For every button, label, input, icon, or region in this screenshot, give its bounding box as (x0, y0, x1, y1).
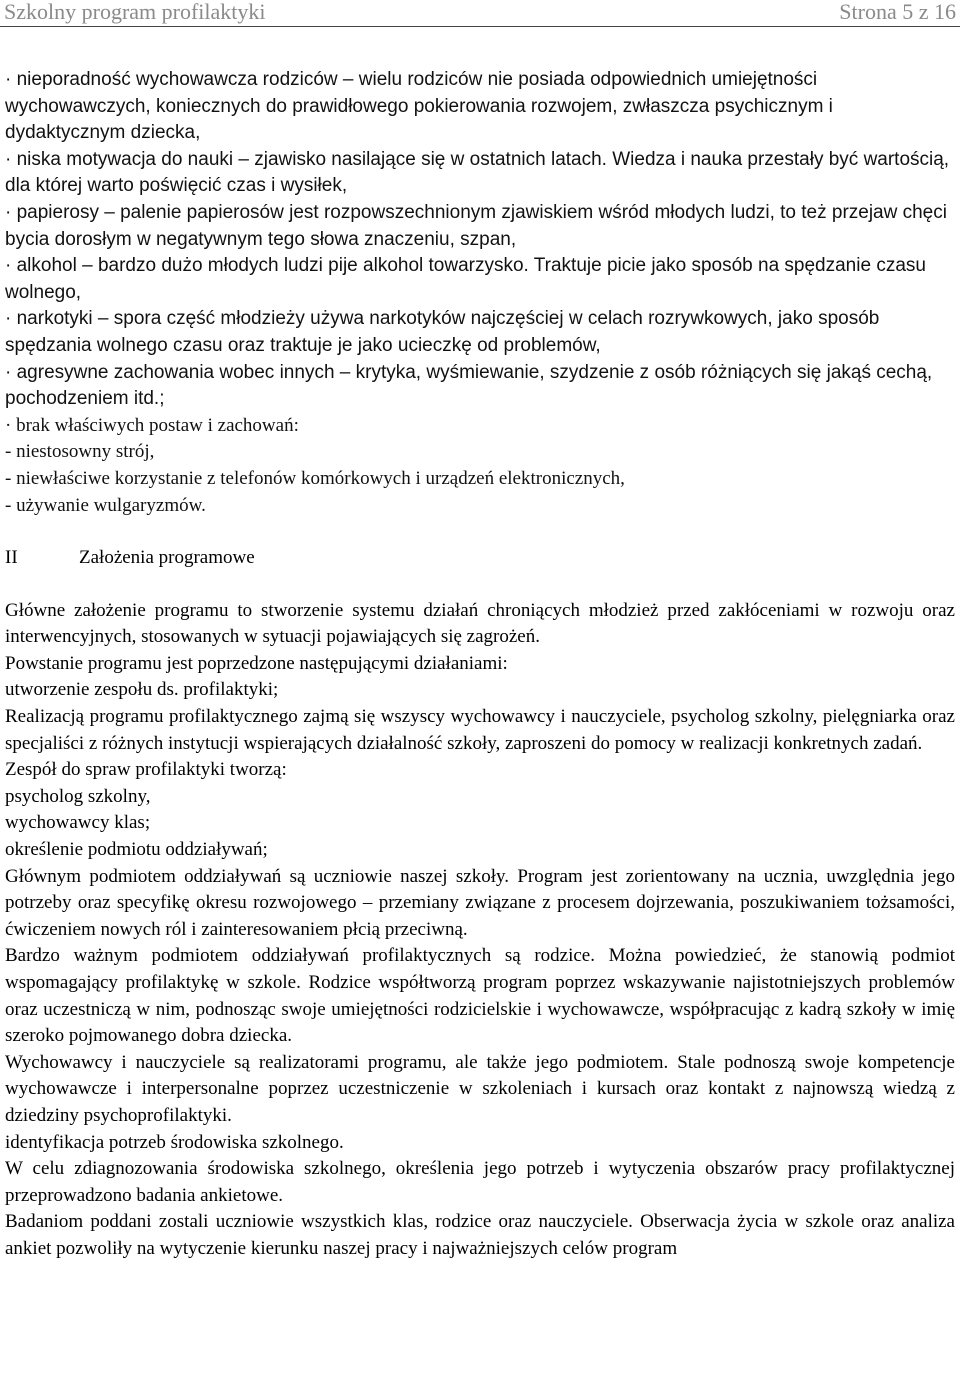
paragraph: Badaniom poddani zostali uczniowie wszystkich klas, rodzice oraz nauczyciele. Obserwacja życia w szkole oraz analiza ankiet pozwoliły na wytyczenie kierunku naszej pracy i najważniejszych celów program (5, 1211, 955, 1259)
list-item: - używanie wulgaryzmów. (5, 494, 206, 516)
paragraph: Bardzo ważnym podmiotem oddziaływań profilaktycznych są rodzice. Można powiedzieć, że stanowią podmiot wspomagający profilaktykę w szkole. Rodzice współtworzą program poprzez wskazywanie najistotniejszych problemów oraz uczestniczą w nim, podnosząc swoje umiejętności rodzicielskie i wychowawcze, współpracując z kadrą szkoły w imię szeroko pojmowanego dobra dziecka. (5, 945, 955, 1047)
paragraph: Główne założenie programu to stworzenie systemu działań chroniących młodzież przed zakłóceniami w rozwoju oraz interwencyjnych, stosowanych w sytuacji pojawiających się zagrożeń. (5, 599, 955, 648)
header-title: Szkolny program profilaktyki (4, 0, 266, 24)
section-heading (5, 545, 955, 572)
list-item: - niewłaściwe korzystanie z telefonów komórkowych i urządzeń elektronicznych, (5, 467, 625, 489)
list-item: · niska motywacja do nauki – zjawisko nasilające się w ostatnich latach. Wiedza i nauka przestały być wartością, dla której warto poświęcić czas i wysiłek, (5, 148, 950, 197)
paragraph: identyfikacja potrzeb środowiska szkolnego. (5, 1131, 344, 1153)
list-item: · agresywne zachowania wobec innych – krytyka, wyśmiewanie, szydzenie z osób różniących się jakąś cechą, pochodzeniem itd.; (5, 361, 933, 410)
risk-factor-list (5, 67, 955, 519)
paragraph: Głównym podmiotem oddziaływań są uczniowie naszej szkoły. Program jest zorientowany na ucznia, uwzględnia jego potrzeby oraz specyfikę okresu rozwojowego – przemiany związane z procesem dojrzewania, poszukiwaniem tożsamości, ćwiczeniem nowych ról i zainteresowaniem płcią przeciwną. (5, 865, 955, 940)
section-number: II (5, 547, 18, 569)
paragraph: wychowawcy klas; (5, 812, 151, 834)
paragraph: psycholog szkolny, (5, 785, 151, 807)
paragraph: Powstanie programu jest poprzedzone następującymi działaniami: (5, 652, 508, 674)
page-header (0, 0, 960, 27)
list-item: · brak właściwych postaw i zachowań: (5, 414, 299, 436)
paragraph: utworzenie zespołu ds. profilaktyki; (5, 679, 279, 701)
document-body (5, 67, 955, 1263)
paragraph: Wychowawcy i nauczyciele są realizatorami programu, ale także jego podmiotem. Stale podnoszą swoje kompetencje wychowawcze i interpersonalne poprzez uczestniczenie w szkoleniach i kursach oraz kontakt z najnowszą wiedzą z dziedziny psychoprofilaktyki. (5, 1051, 955, 1126)
list-item: · alkohol – bardzo dużo młodych ludzi pije alkohol towarzysko. Traktuje picie jako sposób na spędzanie czasu wolnego, (5, 255, 926, 303)
paragraph: Realizacją programu profilaktycznego zajmą się wszyscy wychowawcy i nauczyciele, psycholog szkolny, pielęgniarka oraz specjaliści z różnych instytucji wspierających działalność szkoły, zaproszeni do pomocy w realizacji konkretnych zadań. (5, 706, 955, 754)
list-item: · papierosy – palenie papierosów jest rozpowszechnionym zjawiskiem wśród młodych ludzi, to też przejaw chęci bycia dorosłym w negatywnym tego słowa znaczeniu, szpan, (5, 201, 947, 250)
list-item: · nieporadność wychowawcza rodziców – wielu rodziców nie posiada odpowiednich umiejętności wychowawczych, koniecznych do prawidłowego pokierowania rozwojem, zwłaszcza psychicznym i dydaktycznym dziecka, (5, 69, 833, 144)
page-number: Strona 5 z 16 (839, 0, 956, 24)
paragraph: określenie podmiotu oddziaływań; (5, 839, 268, 861)
section-title: Założenia programowe (79, 547, 255, 569)
paragraph: W celu zdiagnozowania środowiska szkolnego, określenia jego potrzeb i wytyczenia obszarów pracy profilaktycznej przeprowadzono badania ankietowe. (5, 1158, 955, 1206)
paragraph: Zespół do spraw profilaktyki tworzą: (5, 759, 287, 781)
list-item: · narkotyki – spora część młodzieży używa narkotyków najczęściej w celach rozrywkowych, jako sposób spędzania wolnego czasu oraz traktuje je jako ucieczkę od problemów, (5, 308, 880, 356)
list-item: - niestosowny strój, (5, 441, 155, 463)
